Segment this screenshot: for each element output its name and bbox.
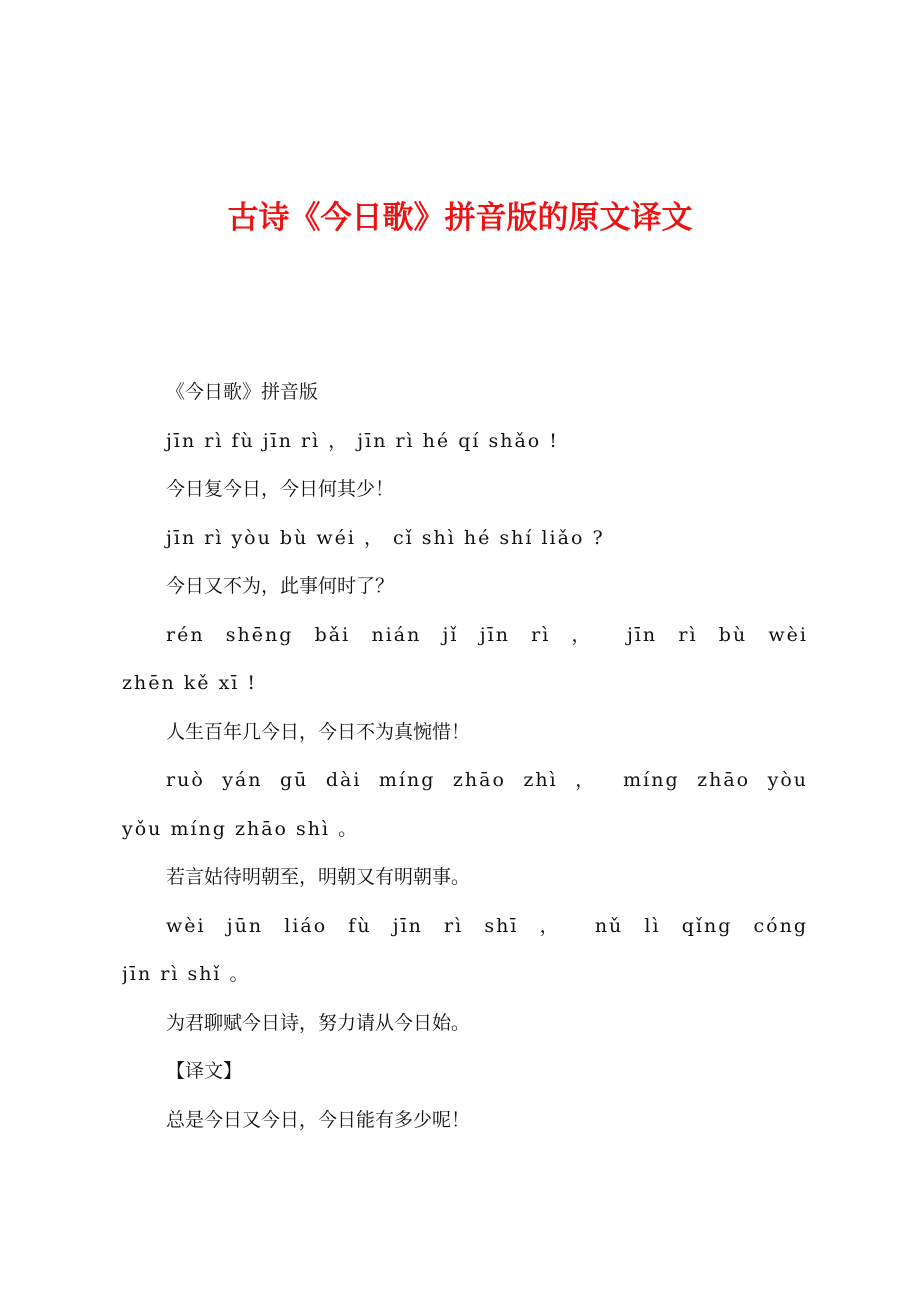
pinyin-line: wèi jūn liáo fù jīn rì shī ， nǔ lì qǐng cóng	[166, 914, 808, 937]
pinyin-line-continuation: yǒu míng zhāo shì 。	[122, 817, 360, 840]
translation-heading: 【译文】	[166, 1060, 243, 1082]
pinyin-line: jīn rì yòu bù wéi ， cǐ shì hé shí liǎo ?	[166, 526, 605, 549]
poem-line: 人生百年几今日，今日不为真惋惜！	[166, 720, 471, 743]
pinyin-line-continuation: zhēn kě xī !	[122, 672, 258, 694]
pinyin-line: jīn rì fù jīn rì ， jīn rì hé qí shǎo !	[166, 429, 559, 452]
pinyin-line: ruò yán gū dài míng zhāo zhì ， míng zhāo yòu	[166, 769, 808, 791]
pinyin-line: rén shēng bǎi nián jǐ jīn rì ， jīn rì bù wèi	[166, 623, 808, 646]
poem-line: 若言姑待明朝至，明朝又有明朝事。	[166, 866, 471, 888]
pinyin-line-continuation: jīn rì shǐ 。	[122, 963, 251, 985]
translation-line: 总是今日又今日，今日能有多少呢！	[166, 1108, 471, 1131]
poem-line: 为君聊赋今日诗，努力请从今日始。	[166, 1011, 471, 1034]
document-body	[122, 368, 808, 1144]
poem-line: 今日又不为，此事何时了？	[166, 575, 395, 597]
poem-heading: 《今日歌》拼音版	[166, 381, 319, 403]
document-title: 古诗《今日歌》拼音版的原文译文	[227, 200, 693, 236]
poem-line: 今日复今日，今日何其少！	[166, 478, 395, 500]
